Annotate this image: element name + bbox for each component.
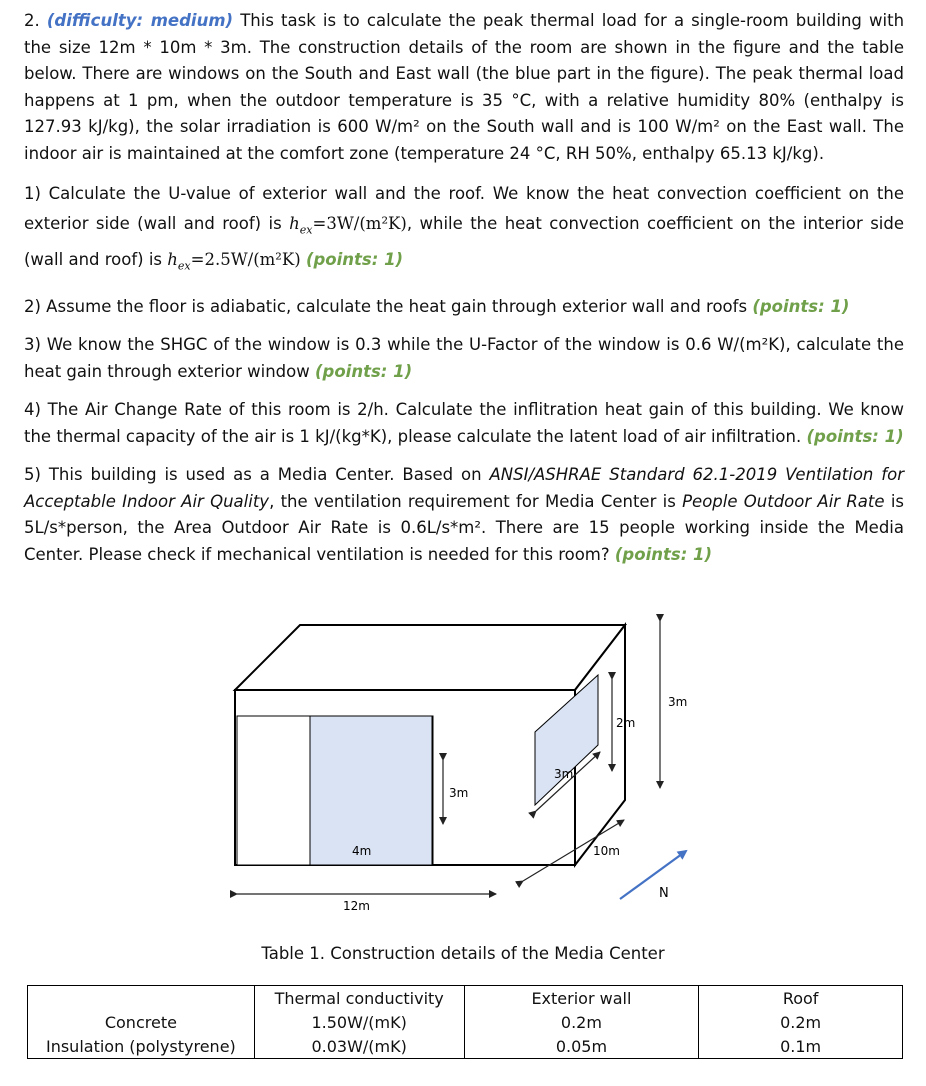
part-4-text: 4) The Air Change Rate of this room is 2/h. Calculate the inflitration heat gain of this building. We know the thermal capacity of the air is 1 kJ/(kg*K), please calculate the latent load of air infiltration. (24, 400, 904, 446)
h-sub: ex (177, 259, 191, 273)
label-3m-side: 3m (554, 767, 574, 781)
standard-title: ANSI/ASHRAE Standard 62.1-2019 Ventilation for Acceptable Indoor Air Quality (24, 465, 904, 511)
label-3m-height: 3m (668, 695, 688, 709)
question-intro (24, 8, 904, 167)
question-number: 2. (24, 11, 40, 30)
table-cell: 0.03W/(mK) (254, 1034, 464, 1059)
label-2m: 2m (616, 716, 636, 730)
table-cell: 1.50W/(mK) (254, 1010, 464, 1034)
part-5 (24, 462, 904, 568)
part-1-text-a: 1) Calculate the U-value of exterior wall and the roof. We know the heat convection coefficient on the exterior side (wall and roof) is (24, 184, 904, 233)
eq2-value: =2.5W/(m²K) (190, 250, 301, 270)
table-cell: 0.1m (699, 1034, 903, 1059)
table-header-cell (28, 986, 255, 1011)
part-3 (24, 332, 904, 385)
h-symbol: h (289, 214, 300, 233)
building-figure (220, 605, 720, 925)
part-5-text-a: 5) This building is used as a Media Center. Based on (24, 465, 482, 485)
north-arrow (620, 851, 686, 899)
table-header-row (28, 986, 903, 1011)
table-cell: 0.05m (464, 1034, 699, 1059)
roof-face (235, 625, 625, 690)
table-row (28, 1034, 903, 1059)
table-header-cell: Roof (699, 986, 903, 1011)
part-5-text-b: , the ventilation requirement for Media Center is (269, 491, 676, 511)
label-3m-front: 3m (449, 786, 469, 800)
table-cell: 0.2m (464, 1010, 699, 1034)
table-cell: 0.2m (699, 1010, 903, 1034)
part-4 (24, 397, 904, 450)
label-4m: 4m (352, 844, 372, 858)
points-label: (points: 1) (314, 361, 413, 381)
difficulty-label: (difficulty: medium) (46, 11, 234, 30)
h-symbol: h (167, 250, 178, 270)
part-3-text: 3) We know the SHGC of the window is 0.3 while the U-Factor of the window is 0.6 W/(m²K), calculate the heat gain through exterior window (24, 335, 904, 381)
h-sub: ex (299, 223, 313, 237)
part-1 (24, 179, 904, 282)
intro-text: This task is to calculate the peak thermal load for a single-room building with the size 12m * 10m * 3m. The construction details of the room are shown in the figure and the table below. There are windows on the South and East wall (the blue part in the figure). The peak thermal load happens at 1 pm, when the outdoor temperature is 35 °C, with a relative humidity 80% (enthalpy is 127.93 kJ/kg), the solar irradiation is 600 W/m² on the South wall and is 100 W/m² on the East wall. The indoor air is maintained at the comfort zone (temperature 24 °C, RH 50%, enthalpy 65.13 kJ/kg). (24, 11, 905, 163)
table-cell: Insulation (polystyrene) (28, 1034, 255, 1059)
points-label: (points: 1) (806, 426, 904, 446)
people-rate-term: People Outdoor Air Rate (682, 491, 885, 511)
part-2-text: 2) Assume the floor is adiabatic, calculate the heat gain through exterior wall and roofs (24, 296, 748, 316)
table-row (28, 1010, 903, 1034)
equation-hex-exterior (289, 214, 407, 237)
part-1-text-b: , while the heat convection coefficient on the interior side (wall and roof) is (24, 214, 904, 270)
equation-hex-interior (167, 250, 301, 273)
table-header-cell: Thermal conductivity (254, 986, 464, 1011)
table-cell: Concrete (28, 1010, 255, 1034)
part-5-text-c: is 5L/s*person, the Area Outdoor Air Rate is 0.6L/s*m². There are 15 people working inside the Media Center. Please check if mechanical ventilation is needed for this room? (24, 491, 905, 564)
points-label: (points: 1) (614, 544, 713, 564)
label-12m: 12m (343, 899, 370, 913)
south-window (310, 716, 432, 865)
label-10m: 10m (593, 844, 620, 858)
label-north: N (659, 886, 669, 901)
table-caption: Table 1. Construction details of the Media Center (261, 944, 665, 963)
points-label: (points: 1) (752, 296, 850, 316)
part-2 (24, 294, 904, 321)
construction-table (27, 985, 903, 1059)
points-label: (points: 1) (305, 250, 404, 270)
eq1-value: =3W/(m²K) (312, 214, 407, 233)
problem-document (24, 8, 904, 580)
table-header-cell: Exterior wall (464, 986, 699, 1011)
